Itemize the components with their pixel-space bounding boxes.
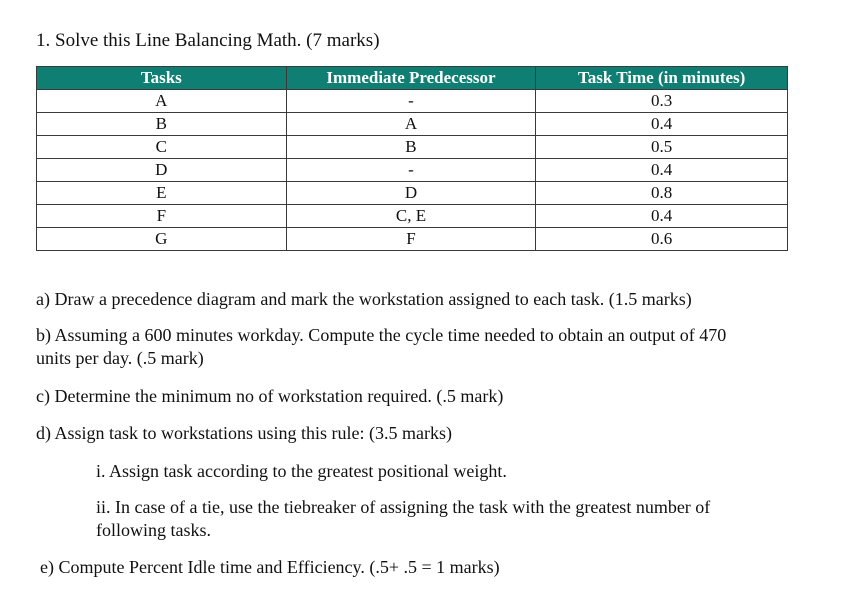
part-d: d) Assign task to workstations using this rule: (3.5 marks) <box>36 423 452 443</box>
task-time-cell: 0.3 <box>536 90 788 113</box>
task-time-cell: 0.6 <box>536 228 788 251</box>
table-row <box>37 136 788 159</box>
predecessor-cell: - <box>286 90 536 113</box>
header-tasks: Tasks <box>37 67 287 90</box>
part-b-line2: units per day. (.5 mark) <box>36 348 204 368</box>
part-b-line1: b) Assuming a 600 minutes workday. Compute the cycle time needed to obtain an output of 470 <box>36 325 727 345</box>
table-header-row <box>37 67 788 90</box>
task-cell: A <box>37 90 287 113</box>
part-d-rule-ii-line1: ii. In case of a tie, use the tiebreaker of assigning the task with the greatest number of <box>96 497 711 517</box>
task-cell: F <box>37 205 287 228</box>
part-d-rule-ii-line2: following tasks. <box>96 520 211 540</box>
predecessor-cell: F <box>286 228 536 251</box>
table-row <box>37 205 788 228</box>
part-c: c) Determine the minimum no of workstation required. (.5 mark) <box>36 386 504 406</box>
line-balancing-table <box>36 66 788 251</box>
table-row <box>37 228 788 251</box>
header-immediate-predecessor: Immediate Predecessor <box>286 67 536 90</box>
task-cell: C <box>37 136 287 159</box>
task-time-cell: 0.4 <box>536 159 788 182</box>
table-row <box>37 182 788 205</box>
task-cell: B <box>37 113 287 136</box>
header-task-time: Task Time (in minutes) <box>536 67 788 90</box>
task-time-cell: 0.8 <box>536 182 788 205</box>
predecessor-cell: A <box>286 113 536 136</box>
task-time-cell: 0.4 <box>536 113 788 136</box>
part-a: a) Draw a precedence diagram and mark the workstation assigned to each task. (1.5 marks) <box>36 289 692 309</box>
predecessor-cell: D <box>286 182 536 205</box>
task-cell: E <box>37 182 287 205</box>
part-d-rule-i: i. Assign task according to the greatest positional weight. <box>96 461 507 481</box>
predecessor-cell: B <box>286 136 536 159</box>
task-time-cell: 0.4 <box>536 205 788 228</box>
table-row <box>37 113 788 136</box>
task-time-cell: 0.5 <box>536 136 788 159</box>
predecessor-cell: C, E <box>286 205 536 228</box>
task-cell: D <box>37 159 287 182</box>
question-title: 1. Solve this Line Balancing Math. (7 marks) <box>36 30 380 51</box>
table-row <box>37 90 788 113</box>
table-row <box>37 159 788 182</box>
part-e: e) Compute Percent Idle time and Efficiency. (.5+ .5 = 1 marks) <box>40 557 500 577</box>
predecessor-cell: - <box>286 159 536 182</box>
task-cell: G <box>37 228 287 251</box>
